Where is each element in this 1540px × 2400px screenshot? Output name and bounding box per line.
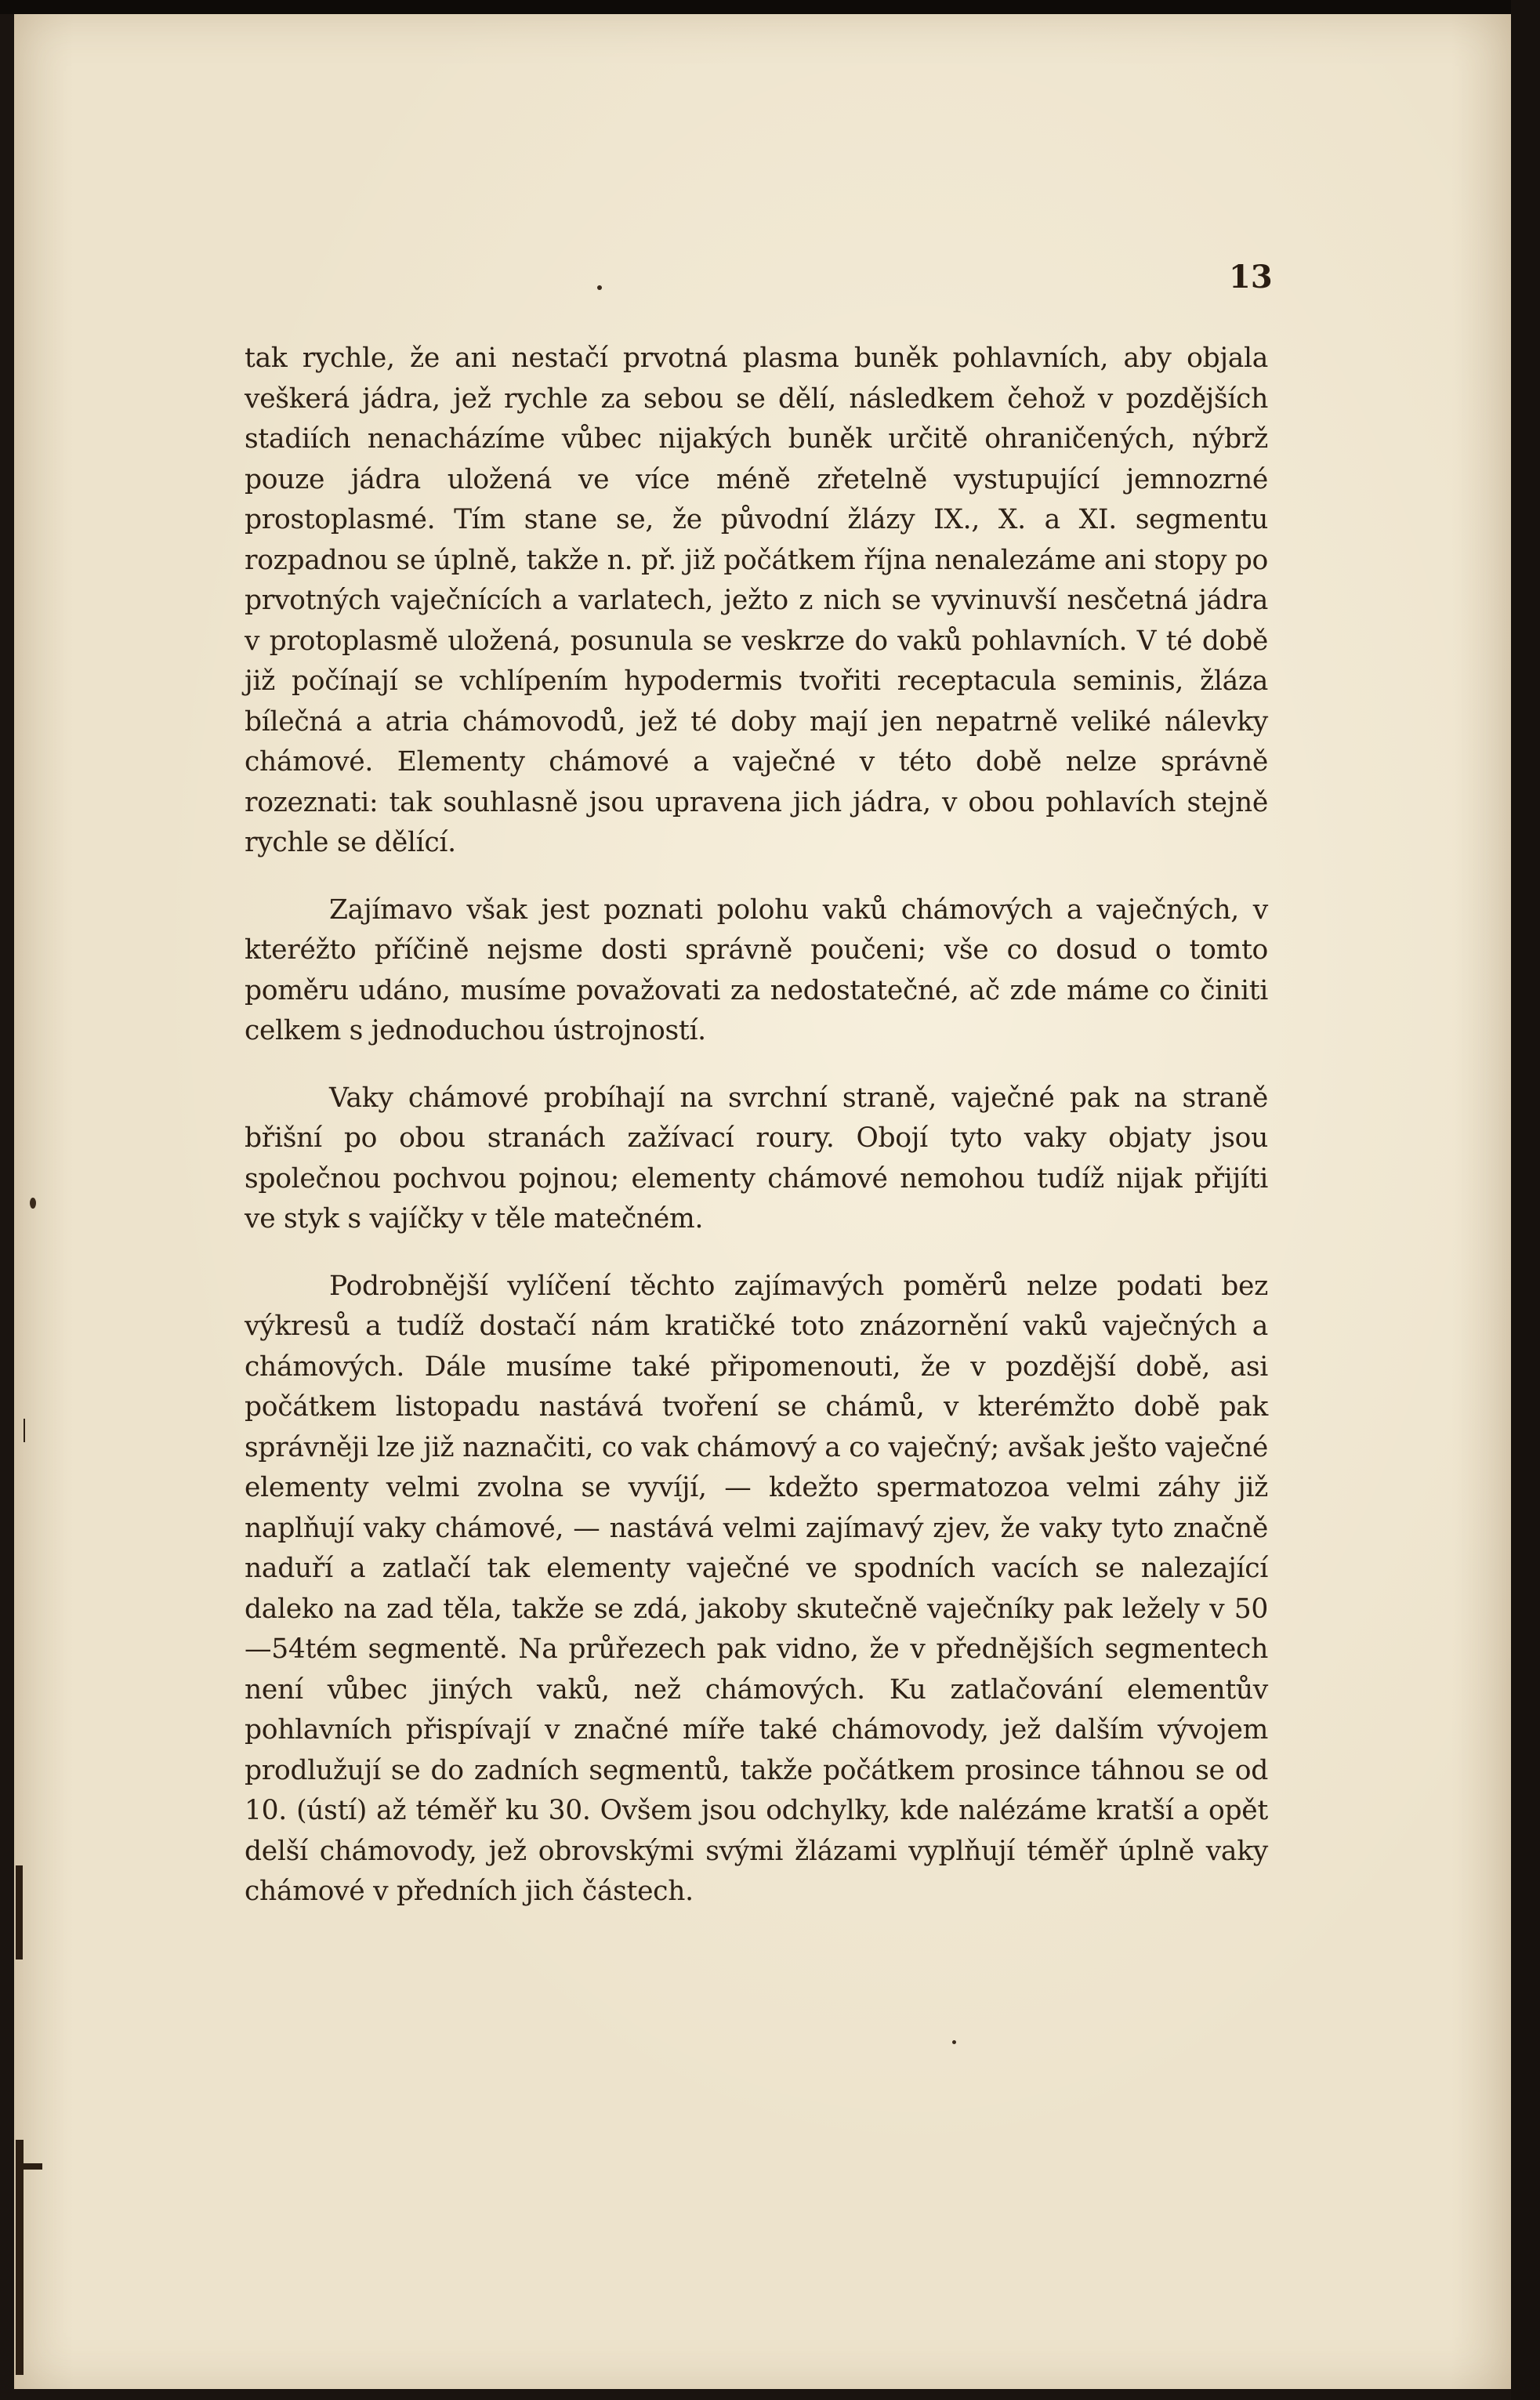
scan-border-top xyxy=(0,0,1540,14)
page-number: 13 xyxy=(1229,259,1273,295)
margin-line-mark xyxy=(24,1419,25,1442)
margin-speck xyxy=(30,1198,36,1209)
body-text xyxy=(245,339,1268,1939)
paragraph-1: tak rychle, že ani nestačí prvotná plasma buněk pohlavních, aby objala veškerá jádra, jež rychle za sebou se dělí, následkem čehož v pozdějších stadiích nenacházíme vůbec nijakých buněk určitě ohraničených, nýbrž pouze jádra uložená ve více méně zřetelně vystupující jemnozrné prostoplasmé. Tím stane se, že původní žlázy IX., X. a XI. segmentu rozpadnou se úplně, takže n. př. již počátkem října nenalezáme ani stopy po prvotných vaječnících a varlatech, ježto z nich se vyvinuvší nesčetná jádra v protoplasmě uložená, posunula se veskrze do vaků pohlavních. V té době již počínají se vchlípením hypodermis tvořiti receptacula seminis, žláza bílečná a atria chámovodů, jež té doby mají jen nepatrně veliké nálevky chámové. Elementy chámové a vaječné v této době nelze správně rozeznati: tak souhlasně jsou upravena jich jádra, v obou pohlavích stejně rychle se dělící. xyxy=(245,343,1268,858)
scan-border-right xyxy=(1511,0,1540,2400)
paragraph-3: Vaky chámové probíhají na svrchní straně, vaječné pak na straně břišní po obou stranách zažívací roury. Obojí tyto vaky objaty jsou společnou pochvou pojnou; elementy chámové nemohou tudíž nijak přijíti ve styk s vajíčky v těle matečném. xyxy=(245,1082,1268,1234)
binding-mark-upper xyxy=(16,1865,23,1960)
binding-tick xyxy=(19,2163,42,2170)
paragraph-2: Zajímavo však jest poznati polohu vaků chámových a vaječných, v kteréžto příčině nejsme dosti správně poučeni; vše co dosud o tomto poměru udáno, musíme považovati za nedostatečné, ač zde máme co činiti celkem s jednoduchou ústrojností. xyxy=(245,894,1268,1046)
margin-speck xyxy=(597,285,602,290)
margin-speck xyxy=(952,2040,956,2044)
binding-mark-lower xyxy=(16,2140,24,2375)
paragraph-4: Podrobnější vylíčení těchto zajímavých poměrů nelze podati bez výkresů a tudíž dostačí nám kratičké toto znázornění vaků vaječných a chámových. Dále musíme také připomenouti, že v pozdější době, asi počátkem listopadu nastává tvoření se chámů, v kterémžto době pak správněji lze již naznačiti, co vak chámový a co vaječný; avšak ješto vaječné elementy velmi zvolna se vyvíjí, — kdežto spermatozoa velmi záhy již naplňují vaky chámové, — nastává velmi zajímavý zjev, že vaky tyto značně naduří a zatlačí tak elementy vaječné ve spodních vacích se nalezající daleko na zad těla, takže se zdá, jakoby skutečně vaječníky pak ležely v 50—54tém segmentě. Na průřezech pak vidno, že v přednějších segmentech není vůbec jiných vaků, než chámových. Ku zatlačování elementův pohlavních přispívají v značné míře také chámovody, jež dalším vývojem prodlužují se do zadních segmentů, takže počátkem prosince táhnou se od 10. (ústí) až téměř ku 30. Ovšem jsou odchylky, kde nalézáme kratší a opět delší chámovody, jež obrovskými svými žlázami vyplňují téměř úplně vaky chámové v předních jich částech. xyxy=(245,1270,1268,1907)
